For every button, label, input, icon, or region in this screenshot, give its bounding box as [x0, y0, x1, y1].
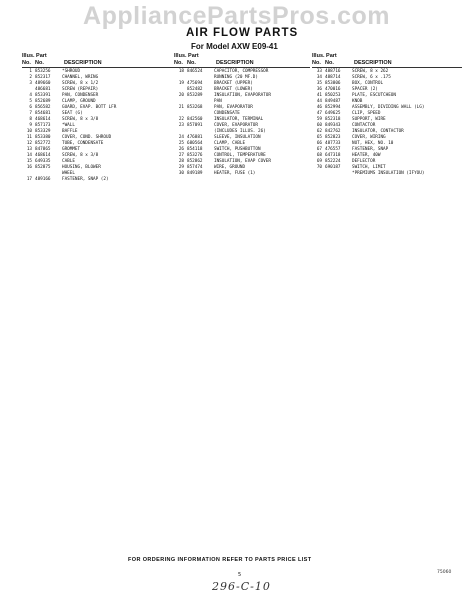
part-number: 852875 — [35, 165, 51, 170]
illus-number: 17 — [26, 177, 32, 182]
part-description: *PREMIUMS INSULATION (IFYOU) — [352, 171, 425, 176]
illus-number: 27 — [178, 153, 184, 158]
part-description: HEATER, FUSE (1) — [214, 171, 256, 176]
part-number: 468614 — [35, 117, 51, 122]
header-illus-no: No. — [22, 60, 31, 66]
part-description: ASSEMBLY, DIVIDING WALL (LG) — [352, 105, 425, 110]
part-number: 849343 — [325, 123, 341, 128]
part-number: 852482 — [187, 87, 203, 92]
illus-number: 59 — [316, 117, 322, 122]
illus-number: 65 — [316, 135, 322, 140]
part-number: 842762 — [325, 129, 341, 134]
column-header — [174, 53, 310, 69]
part-number: 690187 — [325, 165, 341, 170]
part-number: 488714 — [325, 75, 341, 80]
part-number: 488716 — [325, 69, 341, 74]
part-description: SWITCH, LIMIT — [352, 165, 386, 170]
part-description: SEAT (G) — [62, 111, 83, 116]
illus-number: 36 — [316, 87, 322, 92]
part-description: CONTACTOR — [352, 123, 376, 128]
part-description: SCREW, 6 x .175 — [352, 75, 391, 80]
illus-number: 15 — [26, 159, 32, 164]
part-number: 853329 — [35, 129, 51, 134]
part-description: SPACER (2) — [352, 87, 378, 92]
header-rule — [312, 67, 462, 68]
part-description: PAN, CONDENSER — [62, 93, 99, 98]
illus-number: 2 — [29, 75, 32, 80]
illus-number: 7 — [29, 111, 32, 116]
illus-number: 20 — [178, 93, 184, 98]
part-description: WIRE, GROUND — [214, 165, 246, 170]
illus-number: 12 — [26, 141, 32, 146]
part-number: 680564 — [187, 141, 203, 146]
illus-number: 9 — [29, 123, 32, 128]
part-number: 487733 — [325, 141, 341, 146]
part-description: COVER, WIRING — [352, 135, 386, 140]
part-description: PLATE, ESCUTCHEON — [352, 93, 396, 98]
part-description: INSULATION, EVAPORATOR — [214, 93, 271, 98]
illus-number: 6 — [29, 105, 32, 110]
illus-number: 21 — [178, 105, 184, 110]
model-subtitle: For Model AXW E09-41 — [191, 42, 278, 51]
part-description: *WALL — [62, 123, 75, 128]
header-illus-part: Illus. Part — [312, 53, 337, 59]
part-description: INSULATION, EVAP COVER — [214, 159, 271, 164]
part-row — [174, 171, 310, 177]
part-number: 853289 — [187, 93, 203, 98]
illus-number: 68 — [316, 153, 322, 158]
part-number: 857474 — [187, 165, 203, 170]
part-number: 842560 — [187, 117, 203, 122]
handwritten-note: 296-C-10 — [212, 580, 271, 593]
header-rule — [22, 67, 174, 68]
header-illus-no: No. — [312, 60, 321, 66]
illus-number: 47 — [316, 111, 322, 116]
header-illus-no: No. — [174, 60, 183, 66]
illus-number: 28 — [178, 159, 184, 164]
part-number: 849189 — [187, 171, 203, 176]
illus-number: 14 — [26, 153, 32, 158]
illus-number: 16 — [26, 165, 32, 170]
part-description: *SHROUD — [62, 69, 81, 74]
part-number: 649335 — [35, 159, 51, 164]
part-description: SCREW, 8 x 1/2 — [62, 81, 99, 86]
illus-number: 24 — [178, 135, 184, 140]
part-number: 853256 — [35, 69, 51, 74]
part-number: 853380 — [35, 135, 51, 140]
illus-number: 69 — [316, 159, 322, 164]
illus-number: 29 — [178, 165, 184, 170]
part-description: SUPPORT, WIRE — [352, 117, 386, 122]
illus-number: 8 — [29, 117, 32, 122]
part-row — [312, 171, 462, 177]
part-number: 852224 — [325, 159, 341, 164]
header-description: DESCRIPTION — [216, 60, 254, 66]
part-number: 849487 — [325, 99, 341, 104]
illus-number: 19 — [178, 81, 184, 86]
part-description: HOUSING, BLOWER — [62, 165, 101, 170]
part-description: SCREW, 8 x 262 — [352, 69, 389, 74]
part-number: 852862 — [187, 159, 203, 164]
part-description: BRACKET (LOWER) — [214, 87, 253, 92]
header-part-no: No. — [35, 60, 44, 66]
illus-number: 41 — [316, 93, 322, 98]
part-description: KNOB — [352, 99, 363, 104]
part-description: SCREW, 8 x 3/8 — [62, 117, 99, 122]
part-description: COVER, COND. SHROUD — [62, 135, 112, 140]
illus-number: 46 — [316, 105, 322, 110]
header-description: DESCRIPTION — [64, 60, 102, 66]
part-description: HEATER, 40W — [352, 153, 381, 158]
part-description: SCREW, 8 x 3/8 — [62, 153, 99, 158]
header-description: DESCRIPTION — [354, 60, 392, 66]
illus-number: 25 — [178, 141, 184, 146]
illus-number: 23 — [178, 123, 184, 128]
part-number: 470016 — [325, 87, 341, 92]
part-number: 852994 — [325, 105, 341, 110]
part-number: 476557 — [325, 147, 341, 152]
part-description: WHEEL — [62, 171, 75, 176]
illus-number: 11 — [26, 135, 32, 140]
part-number: 475694 — [187, 81, 203, 86]
illus-number: 66 — [316, 141, 322, 146]
part-description: FASTENER, SNAP (2) — [62, 177, 109, 182]
part-description: INSULATOR, TERMINAL — [214, 117, 264, 122]
illus-number: 30 — [178, 171, 184, 176]
parts-list — [312, 69, 462, 177]
part-description: TUBE, CONDENSATE — [62, 141, 104, 146]
part-number: 852772 — [35, 141, 51, 146]
part-number: 856582 — [35, 105, 51, 110]
part-description: CHANNEL, WRING — [62, 75, 99, 80]
part-description: PAN — [214, 99, 222, 104]
illus-number: 67 — [316, 147, 322, 152]
ordering-footer: FOR ORDERING INFORMATION REFER TO PARTS PRICE LIST — [128, 557, 312, 563]
page-number: 5 — [238, 572, 242, 578]
part-description: DEFLECTOR — [352, 159, 376, 164]
part-description: CLIP, SPEED — [352, 111, 381, 116]
header-illus-part: Illus. Part — [174, 53, 199, 59]
part-description: FASTENER, SNAP — [352, 147, 389, 152]
page-title: AIR FLOW PARTS — [186, 27, 299, 39]
illus-number: 4 — [29, 93, 32, 98]
part-description: NUT, HEX, NO. 10 — [352, 141, 394, 146]
parts-list — [174, 69, 310, 177]
column-header — [22, 53, 174, 69]
part-description: CLAMP, GROUND — [62, 99, 96, 104]
part-number: 649625 — [325, 111, 341, 116]
illus-number: 3 — [29, 81, 32, 86]
illus-number: 26 — [178, 147, 184, 152]
illus-number: 18 — [178, 69, 184, 74]
header-part-no: No. — [187, 60, 196, 66]
part-description: SLEEVE, INSULATION — [214, 135, 261, 140]
part-number: 857091 — [187, 123, 203, 128]
part-description: CABLE — [62, 159, 75, 164]
illus-number: 44 — [316, 99, 322, 104]
illus-number: 13 — [26, 147, 32, 152]
part-description: GROMMET — [62, 147, 81, 152]
header-rule — [174, 67, 310, 68]
part-description: SWITCH, PUSHBUTTON — [214, 147, 261, 152]
document-code: 75060 — [437, 570, 452, 575]
part-number: 853276 — [187, 153, 203, 158]
illus-number: 33 — [316, 69, 322, 74]
part-number: 853391 — [35, 93, 51, 98]
part-number: 489660 — [35, 81, 51, 86]
part-number: 852317 — [35, 75, 51, 80]
part-number: 854118 — [187, 147, 203, 152]
illus-number: 70 — [316, 165, 322, 170]
part-number: 647318 — [325, 153, 341, 158]
parts-column-3 — [312, 53, 462, 177]
illus-number: 62 — [316, 129, 322, 134]
part-number: 847865 — [35, 147, 51, 152]
part-description: CAPACITOR, COMPRESSOR — [214, 69, 269, 74]
part-number: 852689 — [35, 99, 51, 104]
part-description: SCREW (REPAIR) — [62, 87, 99, 92]
illus-number: 10 — [26, 129, 32, 134]
column-header — [312, 53, 462, 69]
illus-number: 34 — [316, 75, 322, 80]
illus-number: 60 — [316, 123, 322, 128]
watermark: AppliancePartsPros.com — [83, 2, 390, 30]
part-description: GUARD, EVAP. BOTT LFR — [62, 105, 117, 110]
part-description: (INCLUDES ILLUS. 26) — [214, 129, 266, 134]
header-illus-part: Illus. Part — [22, 53, 47, 59]
part-number: 489166 — [35, 177, 51, 182]
part-row — [22, 177, 174, 183]
part-description: BAFFLE — [62, 129, 78, 134]
part-description: BOX, CONTROL — [352, 81, 384, 86]
illus-number: 35 — [316, 81, 322, 86]
part-number: 468614 — [35, 153, 51, 158]
part-number: 850253 — [325, 93, 341, 98]
part-number: 857173 — [35, 123, 51, 128]
part-description: CONTROL, TEMPERATURE — [214, 153, 266, 158]
parts-column-2 — [174, 53, 310, 177]
part-number: 853806 — [325, 81, 341, 86]
illus-number: 5 — [29, 99, 32, 104]
part-description: CONDENSATE — [214, 111, 240, 116]
part-description: CLAMP, CABLE — [214, 141, 246, 146]
part-description: COVER, EVAPORATOR — [214, 123, 258, 128]
part-description: RUNNING (20 MF.D) — [214, 75, 258, 80]
parts-list — [22, 69, 174, 183]
part-description: INSULATOR, CONTACTOR — [352, 129, 404, 134]
illus-number: 1 — [29, 69, 32, 74]
part-number: 846524 — [187, 69, 203, 74]
illus-number: 22 — [178, 117, 184, 122]
part-description: PAN, EVAPORATOR — [214, 105, 253, 110]
part-description: BRACKET (UPPER) — [214, 81, 253, 86]
part-number: 852823 — [325, 135, 341, 140]
part-number: 854681 — [35, 111, 51, 116]
part-number: 853268 — [187, 105, 203, 110]
part-number: 486681 — [35, 87, 51, 92]
part-number: 852318 — [325, 117, 341, 122]
header-part-no: No. — [325, 60, 334, 66]
parts-column-1 — [22, 53, 174, 183]
part-number: 476881 — [187, 135, 203, 140]
